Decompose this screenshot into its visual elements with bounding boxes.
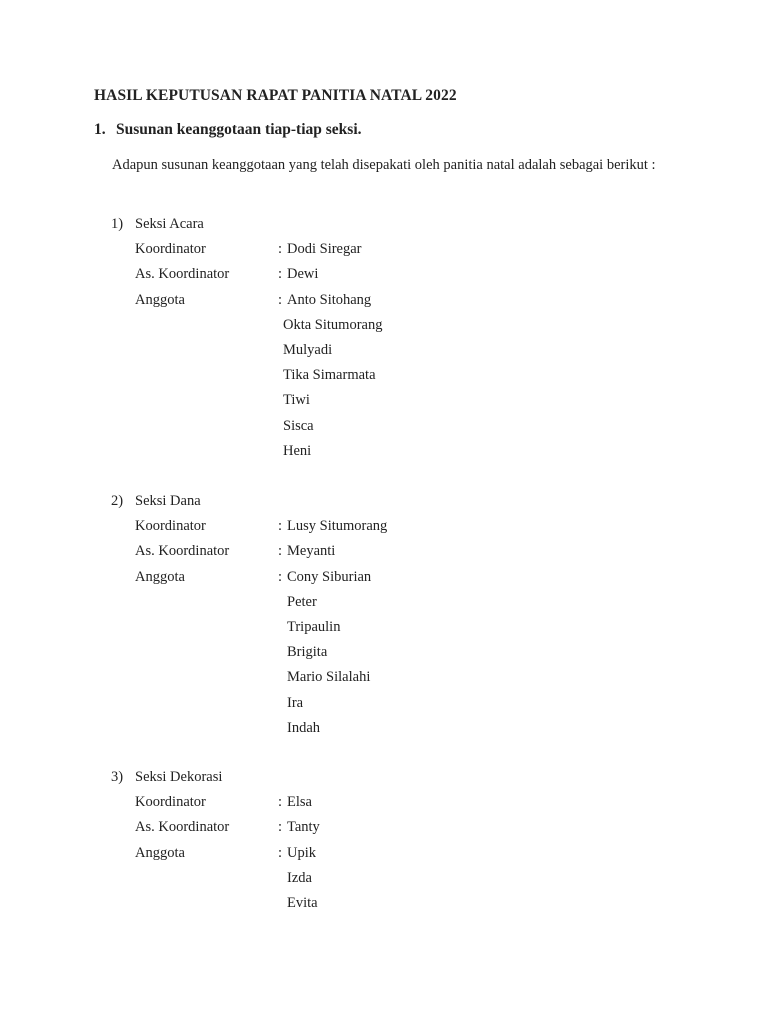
koordinator-name: Elsa (287, 794, 312, 811)
member-name: Heni (283, 442, 312, 459)
member-name: Tripaulin (287, 618, 341, 635)
intro-paragraph: Adapun susunan keanggotaan yang telah disepakati oleh panitia natal adalah sebagai berikut : (112, 157, 656, 173)
colon: : (278, 266, 283, 283)
as-koordinator-name: Dewi (287, 266, 319, 283)
member-row (94, 363, 694, 388)
colon: : (278, 518, 283, 535)
as-koordinator-label: As. Koordinator (135, 543, 230, 560)
as-koordinator-row (94, 539, 694, 564)
colon: : (278, 291, 283, 308)
member-name: Brigita (287, 644, 328, 661)
as-koordinator-row (94, 815, 694, 840)
colon: : (278, 241, 283, 258)
member-row (94, 640, 694, 665)
anggota-label: Anggota (135, 844, 185, 861)
anggota-label: Anggota (135, 568, 185, 585)
member-row (94, 338, 694, 363)
koordinator-label: Koordinator (135, 794, 206, 811)
anggota-name: Upik (287, 844, 316, 861)
anggota-name: Anto Sitohang (287, 291, 372, 308)
as-koordinator-row (94, 262, 694, 287)
anggota-row (94, 288, 694, 313)
member-row (94, 439, 694, 464)
as-koordinator-name: Meyanti (287, 543, 336, 560)
document-title: HASIL KEPUTUSAN RAPAT PANITIA NATAL 2022 (94, 87, 457, 104)
member-name: Izda (287, 869, 312, 886)
anggota-row (94, 841, 694, 866)
section-name: Seksi Dana (135, 493, 201, 509)
member-row (94, 891, 694, 916)
as-koordinator-name: Tanty (287, 819, 320, 836)
committee-section (94, 212, 694, 464)
section-title-line (94, 765, 694, 790)
koordinator-row (94, 514, 694, 539)
member-name: Sisca (283, 417, 314, 434)
koordinator-name: Dodi Siregar (287, 241, 362, 258)
section-number: 1) (111, 216, 124, 232)
anggota-label: Anggota (135, 291, 185, 308)
member-name: Tiwi (283, 392, 310, 409)
section-heading (94, 121, 362, 139)
anggota-name: Cony Siburian (287, 568, 372, 585)
as-koordinator-label: As. Koordinator (135, 819, 230, 836)
member-row (94, 388, 694, 413)
member-row (94, 313, 694, 338)
section-title-line (94, 212, 694, 237)
colon: : (278, 844, 283, 861)
section-name: Seksi Dekorasi (135, 769, 223, 785)
koordinator-row (94, 237, 694, 262)
as-koordinator-label: As. Koordinator (135, 266, 230, 283)
heading-number: 1. (94, 121, 106, 138)
member-name: Tika Simarmata (283, 367, 376, 384)
koordinator-label: Koordinator (135, 241, 206, 258)
section-number: 3) (111, 769, 124, 785)
member-row (94, 665, 694, 690)
member-name: Okta Situmorang (283, 316, 383, 333)
member-row (94, 866, 694, 891)
colon: : (278, 794, 283, 811)
koordinator-name: Lusy Situmorang (287, 518, 388, 535)
member-name: Ira (287, 694, 304, 711)
member-name: Indah (287, 719, 321, 736)
member-name: Mulyadi (283, 341, 333, 358)
committee-section (94, 765, 694, 916)
section-title-line (94, 489, 694, 514)
member-row (94, 590, 694, 615)
colon: : (278, 568, 283, 585)
member-name: Mario Silalahi (287, 669, 371, 686)
member-row (94, 414, 694, 439)
anggota-row (94, 565, 694, 590)
member-name: Evita (287, 894, 318, 911)
koordinator-row (94, 790, 694, 815)
member-row (94, 716, 694, 741)
colon: : (278, 543, 283, 560)
section-number: 2) (111, 493, 124, 509)
committee-section (94, 489, 694, 741)
heading-text: Susunan keanggotaan tiap-tiap seksi. (116, 121, 362, 138)
colon: : (278, 819, 283, 836)
koordinator-label: Koordinator (135, 518, 206, 535)
section-name: Seksi Acara (135, 216, 204, 232)
member-row (94, 691, 694, 716)
member-name: Peter (287, 593, 317, 610)
member-row (94, 615, 694, 640)
